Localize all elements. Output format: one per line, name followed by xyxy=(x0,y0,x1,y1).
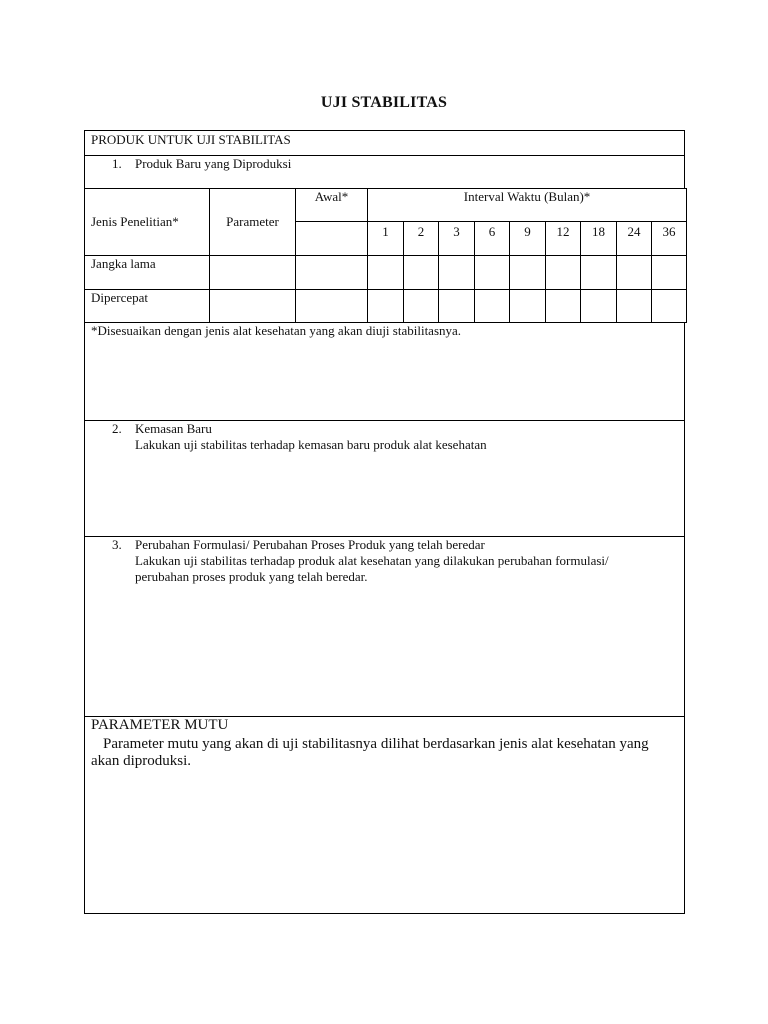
interval-header-cell xyxy=(368,189,687,222)
table-cell[interactable] xyxy=(510,290,546,323)
table-cell[interactable] xyxy=(439,256,475,290)
jenis-penelitian-header: Jenis Penelitian* xyxy=(91,214,179,229)
stability-table xyxy=(84,188,687,323)
table-cell[interactable] xyxy=(581,256,617,290)
item3-number: 3. xyxy=(112,537,122,552)
item1-number: 1. xyxy=(112,156,122,171)
awal-empty-cell[interactable] xyxy=(296,222,368,256)
month-6: 6 xyxy=(475,222,510,256)
awal-header-cell xyxy=(296,189,368,222)
month-3: 3 xyxy=(439,222,475,256)
table-cell[interactable] xyxy=(617,256,652,290)
section-header-box xyxy=(84,130,685,156)
table-cell[interactable] xyxy=(546,256,581,290)
item2-label: Kemasan Baru xyxy=(135,421,212,436)
parameter-mutu-heading: PARAMETER MUTU xyxy=(91,717,229,733)
table-cell[interactable] xyxy=(510,256,546,290)
item3-box xyxy=(84,537,685,717)
table-cell[interactable] xyxy=(581,290,617,323)
table-cell[interactable] xyxy=(652,290,687,323)
table-cell[interactable] xyxy=(475,290,510,323)
table-cell[interactable] xyxy=(368,256,404,290)
awal-header: Awal* xyxy=(314,189,349,204)
section-header: PRODUK UNTUK UJI STABILITAS xyxy=(91,132,291,147)
table-row xyxy=(85,256,687,290)
row-dipercepat-label: Dipercepat xyxy=(85,290,210,323)
table-cell[interactable] xyxy=(439,290,475,323)
table-row xyxy=(85,290,687,323)
item1-label: Produk Baru yang Diproduksi xyxy=(135,156,292,171)
row-jangka-lama-label: Jangka lama xyxy=(85,256,210,290)
item3-label: Perubahan Formulasi/ Perubahan Proses Produk yang telah beredar xyxy=(135,537,485,552)
month-24: 24 xyxy=(617,222,652,256)
page-title: UJI STABILITAS xyxy=(320,94,448,111)
table-cell[interactable] xyxy=(210,256,296,290)
item1-box xyxy=(84,156,685,189)
parameter-header: Parameter xyxy=(226,214,279,229)
month-18: 18 xyxy=(581,222,617,256)
parameter-header-cell xyxy=(210,189,296,256)
month-12: 12 xyxy=(546,222,581,256)
item2-text: Lakukan uji stabilitas terhadap kemasan baru produk alat kesehatan xyxy=(135,437,487,452)
table-cell[interactable] xyxy=(546,290,581,323)
table-cell[interactable] xyxy=(617,290,652,323)
jenis-penelitian-header-cell xyxy=(85,189,210,256)
parameter-mutu-text-line1: Parameter mutu yang akan di uji stabilitasnya dilihat berdasarkan jenis alat kesehatan yang xyxy=(103,736,649,752)
interval-header: Interval Waktu (Bulan)* xyxy=(463,189,591,204)
table-cell[interactable] xyxy=(296,256,368,290)
item3-text-line2: perubahan proses produk yang telah beredar. xyxy=(135,569,368,584)
table-cell[interactable] xyxy=(368,290,404,323)
parameter-mutu-text-line2: akan diproduksi. xyxy=(91,753,191,769)
parameter-mutu-box xyxy=(84,716,685,914)
table-cell[interactable] xyxy=(475,256,510,290)
item2-number: 2. xyxy=(112,421,122,436)
table-cell[interactable] xyxy=(404,256,439,290)
month-36: 36 xyxy=(652,222,687,256)
table-cell[interactable] xyxy=(404,290,439,323)
month-2: 2 xyxy=(404,222,439,256)
item3-text-line1: Lakukan uji stabilitas terhadap produk alat kesehatan yang dilakukan perubahan formulasi/ xyxy=(135,553,609,568)
month-1: 1 xyxy=(368,222,404,256)
footnote-box xyxy=(84,322,685,421)
footnote: *Disesuaikan dengan jenis alat kesehatan yang akan diuji stabilitasnya. xyxy=(91,323,462,338)
table-cell[interactable] xyxy=(652,256,687,290)
table-cell[interactable] xyxy=(210,290,296,323)
month-9: 9 xyxy=(510,222,546,256)
table-cell[interactable] xyxy=(296,290,368,323)
item2-box xyxy=(84,421,685,537)
